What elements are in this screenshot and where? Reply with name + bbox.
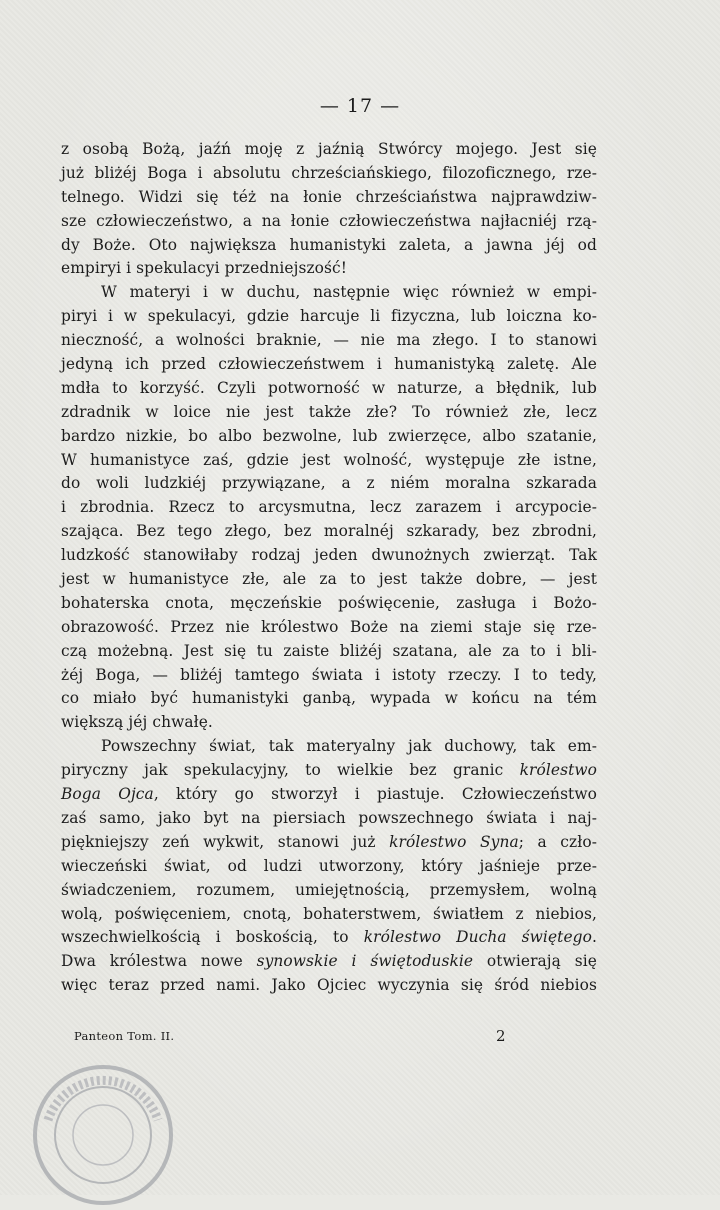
text-line-content: wieczeński świat, od ludzi utworzony, który jaśnieje prze-	[61, 856, 597, 875]
text-line-content: z osobą Bożą, jaźń moję z jaźnią Stwórcy mojego. Jest się	[61, 140, 597, 158]
text-line	[61, 186, 597, 210]
text-line-content: nieczność, a wolności braknie, — nie ma złego. I to stanowi	[61, 331, 597, 350]
text-line-content: świadczeniem, rozumem, umiejętnością, przemysłem, wolną	[61, 880, 597, 899]
text-line-content: obrazowość. Przez nie królestwo Boże na ziemi staje się rze-	[61, 617, 597, 636]
text-line-content: do woli ludzkiéj przywiązane, a z niém moralna szkarada	[61, 474, 597, 493]
signature-mark: Panteon Tom. II.	[74, 1029, 175, 1043]
text-line	[61, 950, 597, 974]
text-line-content: W materyi i w duchu, następnie więc również w empi-	[101, 283, 597, 302]
text-line	[61, 855, 597, 879]
text-line	[61, 257, 597, 281]
text-line-content: empiryi i spekulacyi przedniejszość!	[61, 259, 348, 278]
emphasis-text: królestwo Syna	[389, 832, 519, 851]
text-line	[61, 664, 597, 688]
text-line-content: żéj Boga, — bliżéj tamtego świata i istoty rzeczy. I to tedy,	[61, 665, 597, 684]
text-line-content: wszechwielkością i boskością, to	[61, 928, 349, 947]
text-line	[61, 831, 597, 855]
text-line-content: mdła to korzyść. Czyli potworność w naturze, a błędnik, lub	[61, 378, 597, 397]
text-line-content: piryczny jak spekulacyjny, to wielkie bez granic	[61, 761, 504, 780]
library-stamp-icon	[28, 1060, 178, 1210]
text-line-content: dy Boże. Oto największa humanistyki zaleta, a jawna jéj od	[61, 235, 597, 254]
text-line-content: większą jéj chwałę.	[61, 713, 213, 732]
text-line	[61, 903, 597, 927]
text-line-content: jest w humanistyce złe, ale za to jest także dobre, — jest	[61, 570, 597, 589]
text-line	[61, 926, 597, 950]
text-line	[61, 640, 597, 664]
text-line	[61, 544, 597, 568]
text-line-content: czą możebną. Jest się tu zaiste bliżéj szatana, ale za to i bli-	[61, 641, 597, 660]
page-number: — 17 —	[319, 95, 401, 117]
text-line-content: jedyną ich przed człowieczeństwem i humanistyką zaletę. Ale	[61, 355, 597, 374]
text-line	[61, 759, 597, 783]
text-line	[61, 496, 597, 520]
text-line-content: już bliżéj Boga i absolutu chrześciańskiego, filozoficznego, rze-	[61, 163, 597, 182]
text-line	[61, 974, 597, 998]
text-line-content: Powszechny świat, tak materyalny jak duchowy, tak em-	[101, 737, 597, 756]
text-line-content: zdradnik w loice nie jest także złe? To również złe, lecz	[61, 402, 597, 421]
text-line-content: wolą, poświęceniem, cnotą, bohaterstwem, światłem z niebios,	[61, 904, 597, 923]
text-line-content: ludzkość stanowiłaby rodzaj jeden dwunożnych zwierząt. Tak	[61, 546, 597, 565]
text-line	[61, 425, 597, 449]
text-line-content: bardzo nizkie, bo albo bezwolne, lub zwierzęce, albo szatanie,	[61, 426, 597, 445]
body-text	[61, 138, 597, 998]
text-line	[61, 879, 597, 903]
text-line-continuation: otwierają się	[473, 952, 597, 971]
text-line	[61, 735, 597, 759]
text-line-content: szająca. Bez tego złego, bez moralnéj szkarady, bez zbrodni,	[61, 522, 597, 541]
emphasis-text: królestwo	[519, 761, 597, 780]
text-line	[61, 138, 597, 162]
text-line	[61, 568, 597, 592]
text-line	[61, 783, 597, 807]
text-line-content: telnego. Widzi się téż na łonie chrześciaństwa najprawdziw-	[61, 187, 597, 206]
text-line	[61, 281, 597, 305]
text-line-content: i zbrodnia. Rzecz to arcysmutna, lecz zarazem i arcypocie-	[61, 498, 597, 517]
text-line	[61, 353, 597, 377]
text-line	[61, 162, 597, 186]
text-line-content: piękniejszy zeń wykwit, stanowi już	[61, 832, 376, 851]
sheet-number: 2	[496, 1027, 506, 1045]
text-line	[61, 472, 597, 496]
text-line	[61, 616, 597, 640]
text-line-content: bohaterska cnota, męczeńskie poświęcenie, zasługa i Bożo-	[61, 593, 597, 612]
text-line	[61, 520, 597, 544]
text-line-content: więc teraz przed nami. Jako Ojciec wyczynia się śród niebios	[61, 976, 597, 995]
text-line-content: zaś samo, jako byt na piersiach powszechnego świata i naj-	[61, 808, 597, 827]
text-line	[61, 687, 597, 711]
emphasis-text: synowskie i świętoduskie	[256, 952, 474, 971]
text-line	[61, 305, 597, 329]
text-line-continuation: .	[591, 928, 597, 947]
text-line-continuation: ; a czło-	[518, 832, 597, 851]
text-line-content: piryi i w spekulacyi, gdzie harcuje li fizyczna, lub loiczna ko-	[61, 307, 597, 326]
text-line	[61, 449, 597, 473]
text-line	[61, 807, 597, 831]
text-line-content: Dwa królestwa nowe	[61, 952, 243, 971]
text-line	[61, 711, 597, 735]
text-line	[61, 592, 597, 616]
emphasis-text: królestwo Ducha świętego	[363, 928, 592, 947]
emphasis-text: Boga Ojca	[61, 785, 154, 804]
text-line	[61, 210, 597, 234]
text-line-content: sze człowieczeństwo, a na łonie człowieczeństwa najłacniéj rzą-	[61, 211, 597, 230]
text-line	[61, 377, 597, 401]
text-line-content: W humanistyce zaś, gdzie jest wolność, występuje złe istne,	[61, 450, 597, 469]
text-line	[61, 401, 597, 425]
text-line-content: co miało być humanistyki ganbą, wypada w końcu na tém	[61, 689, 597, 708]
text-line	[61, 234, 597, 258]
text-line-continuation: , który go stworzył i piastuje. Człowieczeństwo	[153, 785, 597, 804]
text-line	[61, 329, 597, 353]
